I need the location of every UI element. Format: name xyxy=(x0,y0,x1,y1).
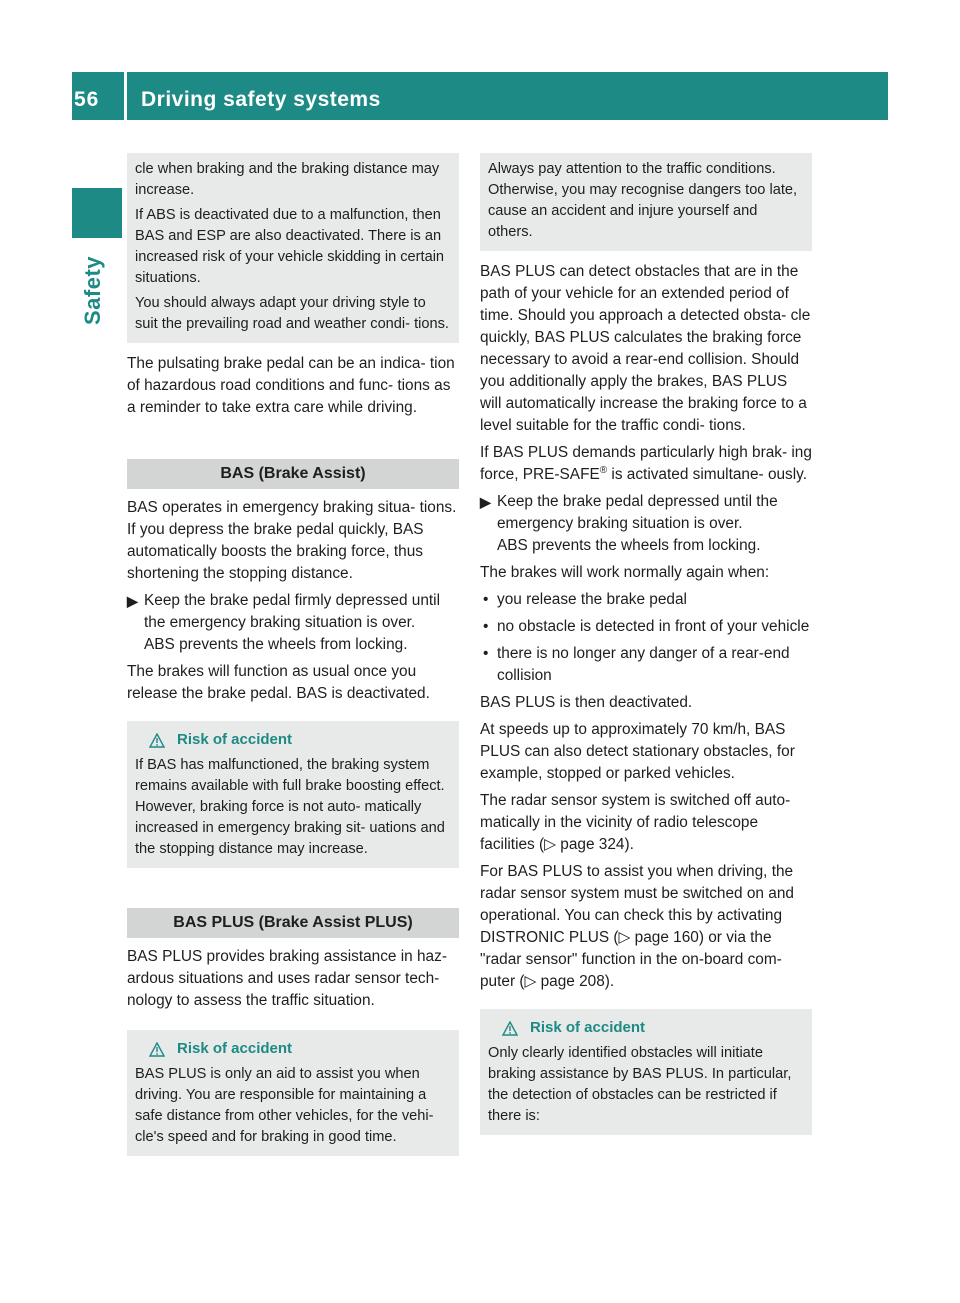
bullet-icon: • xyxy=(483,645,489,662)
warning-title xyxy=(149,1038,451,1060)
radar-paragraph xyxy=(480,790,812,856)
abs-note-paragraph: cle when braking and the braking distance may increase. xyxy=(135,161,440,198)
page-ref-icon: ▷ xyxy=(544,836,556,853)
warning-box xyxy=(480,1009,812,1135)
side-tab-label: Safety xyxy=(80,255,105,325)
radar-text: The radar sensor system is switched off auto- matically in the vicinity of radio telescope facilities ( xyxy=(480,792,791,853)
abs-note-paragraph: You should always adapt your driving style to suit the prevailing road and weather condi- tions. xyxy=(135,295,449,332)
bas-heading: BAS (Brake Assist) xyxy=(127,459,459,489)
assist-text: For BAS PLUS to assist you when driving, the radar sensor system must be switched on and operational. You can check this by activating DISTRONIC PLUS ( xyxy=(480,863,794,946)
list-item-text: no obstacle is detected in front of your vehicle xyxy=(497,618,810,635)
left-column xyxy=(127,153,459,1166)
basplus-step-result: ABS prevents the wheels from locking. xyxy=(497,537,761,554)
warning-box xyxy=(127,721,459,868)
pulsating-paragraph: The pulsating brake pedal can be an indica- tion of hazardous road conditions and func- tions as a reminder to take extra care while driving. xyxy=(127,355,455,416)
warning-triangle-icon xyxy=(502,1021,518,1036)
bas-step xyxy=(127,590,459,656)
normal-intro-paragraph: The brakes will work normally again when: xyxy=(480,564,770,581)
bas-normal-paragraph: The brakes will function as usual once you release the brake pedal. BAS is deactivated. xyxy=(127,663,430,702)
deactivated-paragraph: BAS PLUS is then deactivated. xyxy=(480,694,693,711)
basplus-intro-paragraph: BAS PLUS provides braking assistance in haz- ardous situations and uses radar sensor tech- nology to assess the traffic situation. xyxy=(127,948,447,1009)
list-item xyxy=(480,616,812,638)
page-ref-link[interactable]: page 160) or via the "radar sensor" function in the on-board com- puter ( xyxy=(480,929,782,990)
warning-text: If BAS has malfunctioned, the braking system remains available with full brake boosting effect. However, braking force is not auto- matically increased in emergency braking sit- uations and the stopping distance may increase. xyxy=(135,757,445,857)
basplus-step xyxy=(480,491,812,557)
warning-triangle-icon xyxy=(149,1042,165,1057)
abs-note-paragraph: If ABS is deactivated due to a malfunction, then BAS and ESP are also deactivated. There is an increased risk of your vehicle skidding in certain situations. xyxy=(135,207,445,286)
high-braking-text-end: is activated simultane- ously. xyxy=(607,466,807,483)
warning-box xyxy=(127,1030,459,1156)
right-column xyxy=(480,153,812,1145)
detect-paragraph: BAS PLUS can detect obstacles that are in the path of your vehicle for an extended period of time. Should you approach a detected obsta- cle quickly, BAS PLUS calculates the braking force necessary to avoid a rear-end collision. Should you additionally apply the brakes, BAS PLUS will automatically increase the braking force to a level suitable for the traffic condi- tions. xyxy=(480,263,811,434)
warning-title xyxy=(502,1017,804,1039)
abs-note-box xyxy=(127,153,459,343)
page-ref-icon: ▷ xyxy=(618,929,631,946)
bas-step-text: Keep the brake pedal firmly depressed until the emergency braking situation is over. xyxy=(144,592,441,631)
high-braking-paragraph xyxy=(480,442,812,486)
page-ref-icon: ▷ xyxy=(524,973,537,990)
list-item xyxy=(480,643,812,687)
bas-step-result: ABS prevents the wheels from locking. xyxy=(144,636,408,653)
step-arrow-icon: ▶ xyxy=(480,494,491,510)
warning-title xyxy=(149,729,451,751)
basplus-step-text: Keep the brake pedal depressed until the emergency braking situation is over. xyxy=(497,493,778,532)
high-braking-text: If BAS PLUS demands particularly high brak- ing force, PRE-SAFE xyxy=(480,444,812,483)
warning-triangle-icon xyxy=(149,733,165,748)
assist-paragraph xyxy=(480,861,812,993)
bullet-icon: • xyxy=(483,618,489,635)
header-separator xyxy=(124,72,127,120)
attention-box xyxy=(480,153,812,251)
list-item-text: there is no longer any danger of a rear-end collision xyxy=(497,645,790,684)
page-number: 56 xyxy=(74,88,100,111)
list-item-text: you release the brake pedal xyxy=(497,591,687,608)
list-item xyxy=(480,589,812,611)
warning-text: Only clearly identified obstacles will initiate braking assistance by BAS PLUS. In particular, the detection of obstacles can be restricted if there is: xyxy=(488,1045,792,1124)
side-tab-marker xyxy=(72,188,122,238)
warning-text: BAS PLUS is only an aid to assist you when driving. You are responsible for maintaining a safe distance from other vehicles, for the vehi- cle's speed and for braking in good time. xyxy=(135,1066,434,1145)
attention-text: Always pay attention to the traffic conditions. Otherwise, you may recognise dangers too late, cause an accident and injure yourself and others. xyxy=(488,161,798,240)
warning-title-text: Risk of accident xyxy=(530,1019,646,1036)
step-arrow-icon: ▶ xyxy=(127,593,138,609)
bullet-icon: • xyxy=(483,591,489,608)
basplus-heading: BAS PLUS (Brake Assist PLUS) xyxy=(127,908,459,938)
page-ref-link[interactable]: page 208). xyxy=(540,973,615,990)
warning-title-text: Risk of accident xyxy=(177,1040,293,1057)
section-title: Driving safety systems xyxy=(141,88,381,111)
warning-title-text: Risk of accident xyxy=(177,731,293,748)
registered-mark: ® xyxy=(599,464,608,476)
bas-intro-paragraph: BAS operates in emergency braking situa- tions. If you depress the brake pedal quickly, BAS automatically boosts the braking force, thus shortening the stopping distance. xyxy=(127,499,457,582)
speeds-paragraph: At speeds up to approximately 70 km/h, BAS PLUS can also detect stationary obstacles, for example, stopped or parked vehicles. xyxy=(480,721,795,782)
page-ref-link[interactable]: page 324). xyxy=(560,836,634,853)
